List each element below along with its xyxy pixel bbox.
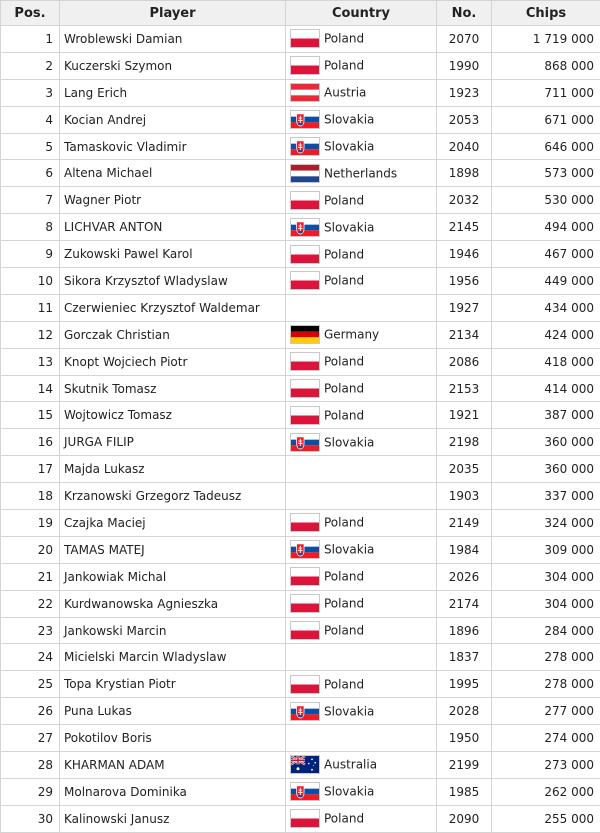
player-number-cell: 2032	[437, 187, 492, 214]
position-cell: 30	[1, 805, 60, 832]
chips-cell: 573 000	[492, 160, 600, 187]
australia-flag-icon	[290, 755, 320, 774]
player-name-cell: Zukowski Pawel Karol	[60, 241, 286, 268]
poland-flag-icon	[290, 379, 320, 398]
player-number-cell: 2134	[437, 321, 492, 348]
player-number-cell: 2145	[437, 214, 492, 241]
player-name-cell: Kuczerski Szymon	[60, 52, 286, 79]
header-row	[1, 1, 600, 26]
position-cell: 9	[1, 241, 60, 268]
table-row	[1, 563, 600, 590]
country-name: Poland	[324, 624, 364, 638]
country-name: Slovakia	[324, 435, 374, 449]
table-row	[1, 617, 600, 644]
player-number-cell: 1896	[437, 617, 492, 644]
table-row	[1, 402, 600, 429]
poland-flag-icon	[290, 594, 320, 613]
position-cell: 7	[1, 187, 60, 214]
country-cell	[286, 698, 437, 725]
country-cell	[286, 671, 437, 698]
country-cell	[286, 590, 437, 617]
player-name-cell: LICHVAR ANTON	[60, 214, 286, 241]
country-name: Poland	[324, 570, 364, 584]
poland-flag-icon	[290, 809, 320, 828]
country-name: Germany	[324, 328, 379, 342]
position-cell: 22	[1, 590, 60, 617]
chips-cell: 337 000	[492, 483, 600, 510]
chips-cell: 414 000	[492, 375, 600, 402]
slovakia-flag-icon	[290, 137, 320, 156]
table-row	[1, 241, 600, 268]
player-name-cell: Topa Krystian Piotr	[60, 671, 286, 698]
table-row	[1, 536, 600, 563]
country-cell	[286, 483, 437, 510]
country-cell	[286, 214, 437, 241]
player-number-cell: 2198	[437, 429, 492, 456]
player-number-cell: 2149	[437, 510, 492, 537]
poland-flag-icon	[290, 621, 320, 640]
player-number-cell: 1903	[437, 483, 492, 510]
table-row	[1, 160, 600, 187]
chips-cell: 273 000	[492, 752, 600, 779]
position-cell: 24	[1, 644, 60, 671]
slovakia-flag-icon	[290, 110, 320, 129]
country-name: Poland	[324, 274, 364, 288]
position-cell: 29	[1, 778, 60, 805]
player-name-cell: Molnarova Dominika	[60, 778, 286, 805]
chips-cell: 360 000	[492, 429, 600, 456]
table-row	[1, 26, 600, 53]
player-number-cell: 1950	[437, 725, 492, 752]
slovakia-flag-icon	[290, 218, 320, 237]
player-name-cell: Kalinowski Janusz	[60, 805, 286, 832]
chips-cell: 434 000	[492, 294, 600, 321]
country-name: Slovakia	[324, 140, 374, 154]
chips-cell: 1 719 000	[492, 26, 600, 53]
player-number-cell: 2174	[437, 590, 492, 617]
table-row	[1, 106, 600, 133]
chips-cell: 304 000	[492, 590, 600, 617]
country-cell	[286, 510, 437, 537]
country-name: Slovakia	[324, 704, 374, 718]
table-row	[1, 375, 600, 402]
table-row	[1, 752, 600, 779]
position-cell: 17	[1, 456, 60, 483]
poland-flag-icon	[290, 191, 320, 210]
chips-cell: 671 000	[492, 106, 600, 133]
chips-cell: 324 000	[492, 510, 600, 537]
chips-cell: 424 000	[492, 321, 600, 348]
table-row	[1, 805, 600, 832]
country-name: Poland	[324, 32, 364, 46]
table-row	[1, 348, 600, 375]
chips-cell: 278 000	[492, 671, 600, 698]
position-cell: 4	[1, 106, 60, 133]
player-number-cell: 2035	[437, 456, 492, 483]
player-number-cell: 1995	[437, 671, 492, 698]
position-cell: 25	[1, 671, 60, 698]
chips-cell: 467 000	[492, 241, 600, 268]
player-name-cell: Skutnik Tomasz	[60, 375, 286, 402]
table-row	[1, 778, 600, 805]
country-cell	[286, 617, 437, 644]
position-cell: 10	[1, 268, 60, 295]
position-cell: 28	[1, 752, 60, 779]
country-name: Poland	[324, 59, 364, 73]
player-number-cell: 1984	[437, 536, 492, 563]
country-cell	[286, 778, 437, 805]
player-number-cell: 2040	[437, 133, 492, 160]
slovakia-flag-icon	[290, 782, 320, 801]
chips-cell: 387 000	[492, 402, 600, 429]
position-cell: 16	[1, 429, 60, 456]
country-name: Austria	[324, 86, 366, 100]
country-cell	[286, 563, 437, 590]
country-cell	[286, 26, 437, 53]
position-cell: 1	[1, 26, 60, 53]
country-name: Poland	[324, 516, 364, 530]
table-body	[1, 26, 600, 833]
chips-cell: 278 000	[492, 644, 600, 671]
country-cell	[286, 133, 437, 160]
player-name-cell: Altena Michael	[60, 160, 286, 187]
table-row	[1, 483, 600, 510]
chips-cell: 255 000	[492, 805, 600, 832]
country-cell	[286, 752, 437, 779]
chips-cell: 711 000	[492, 79, 600, 106]
country-cell	[286, 429, 437, 456]
country-name: Poland	[324, 382, 364, 396]
slovakia-flag-icon	[290, 540, 320, 559]
player-name-cell: Czajka Maciej	[60, 510, 286, 537]
country-header: Country	[286, 1, 437, 26]
player-number-cell: 1921	[437, 402, 492, 429]
germany-flag-icon	[290, 325, 320, 344]
table-row	[1, 725, 600, 752]
player-number-cell: 1927	[437, 294, 492, 321]
country-name: Slovakia	[324, 543, 374, 557]
player-number-cell: 1985	[437, 778, 492, 805]
player-name-cell: Kurdwanowska Agnieszka	[60, 590, 286, 617]
player-number-cell: 1837	[437, 644, 492, 671]
table-row	[1, 321, 600, 348]
player-name-cell: Gorczak Christian	[60, 321, 286, 348]
chips-cell: 360 000	[492, 456, 600, 483]
chips-cell: 449 000	[492, 268, 600, 295]
slovakia-flag-icon	[290, 433, 320, 452]
table-row	[1, 52, 600, 79]
table-row	[1, 268, 600, 295]
pos-header: Pos.	[1, 1, 60, 26]
player-number-cell: 2053	[437, 106, 492, 133]
position-cell: 18	[1, 483, 60, 510]
country-cell	[286, 375, 437, 402]
austria-flag-icon	[290, 83, 320, 102]
player-name-cell: Kocian Andrej	[60, 106, 286, 133]
country-cell	[286, 294, 437, 321]
player-number-cell: 2086	[437, 348, 492, 375]
country-cell	[286, 160, 437, 187]
table-row	[1, 698, 600, 725]
chips-cell: 277 000	[492, 698, 600, 725]
chips-cell: 494 000	[492, 214, 600, 241]
country-cell	[286, 402, 437, 429]
table-row	[1, 456, 600, 483]
player-number-cell: 1946	[437, 241, 492, 268]
poland-flag-icon	[290, 513, 320, 532]
position-cell: 6	[1, 160, 60, 187]
chips-cell: 309 000	[492, 536, 600, 563]
position-cell: 8	[1, 214, 60, 241]
country-cell	[286, 725, 437, 752]
chips-cell: 868 000	[492, 52, 600, 79]
country-name: Poland	[324, 597, 364, 611]
position-cell: 23	[1, 617, 60, 644]
country-cell	[286, 456, 437, 483]
player-name-cell: Majda Lukasz	[60, 456, 286, 483]
poland-flag-icon	[290, 245, 320, 264]
country-name: Slovakia	[324, 220, 374, 234]
player-name-cell: KHARMAN ADAM	[60, 752, 286, 779]
table-row	[1, 133, 600, 160]
country-cell	[286, 805, 437, 832]
chips-cell: 418 000	[492, 348, 600, 375]
no-header: No.	[437, 1, 492, 26]
slovakia-flag-icon	[290, 702, 320, 721]
player-name-cell: Wagner Piotr	[60, 187, 286, 214]
player-number-cell: 1898	[437, 160, 492, 187]
country-cell	[286, 321, 437, 348]
player-name-cell: Puna Lukas	[60, 698, 286, 725]
player-name-cell: Lang Erich	[60, 79, 286, 106]
position-cell: 5	[1, 133, 60, 160]
chips-cell: 646 000	[492, 133, 600, 160]
player-name-cell: Czerwieniec Krzysztof Waldemar	[60, 294, 286, 321]
country-name: Poland	[324, 677, 364, 691]
position-cell: 3	[1, 79, 60, 106]
position-cell: 26	[1, 698, 60, 725]
player-name-cell: JURGA FILIP	[60, 429, 286, 456]
chips-cell: 274 000	[492, 725, 600, 752]
table-row	[1, 590, 600, 617]
player-name-cell: Wroblewski Damian	[60, 26, 286, 53]
country-name: Poland	[324, 408, 364, 422]
table-row	[1, 429, 600, 456]
position-cell: 11	[1, 294, 60, 321]
player-name-cell: TAMAS MATEJ	[60, 536, 286, 563]
player-name-cell: Micielski Marcin Wladyslaw	[60, 644, 286, 671]
poland-flag-icon	[290, 56, 320, 75]
table-row	[1, 510, 600, 537]
table-row	[1, 294, 600, 321]
netherlands-flag-icon	[290, 164, 320, 183]
country-cell	[286, 241, 437, 268]
player-header: Player	[60, 1, 286, 26]
poland-flag-icon	[290, 567, 320, 586]
position-cell: 13	[1, 348, 60, 375]
player-number-cell: 1923	[437, 79, 492, 106]
chips-cell: 284 000	[492, 617, 600, 644]
position-cell: 20	[1, 536, 60, 563]
poland-flag-icon	[290, 406, 320, 425]
country-name: Poland	[324, 355, 364, 369]
player-number-cell: 2026	[437, 563, 492, 590]
player-name-cell: Sikora Krzysztof Wladyslaw	[60, 268, 286, 295]
player-name-cell: Pokotilov Boris	[60, 725, 286, 752]
poland-flag-icon	[290, 675, 320, 694]
position-cell: 14	[1, 375, 60, 402]
poland-flag-icon	[290, 352, 320, 371]
country-cell	[286, 79, 437, 106]
table-row	[1, 79, 600, 106]
country-cell	[286, 268, 437, 295]
country-cell	[286, 52, 437, 79]
country-cell	[286, 187, 437, 214]
country-name: Poland	[324, 812, 364, 826]
country-name: Poland	[324, 193, 364, 207]
country-cell	[286, 536, 437, 563]
table-row	[1, 187, 600, 214]
position-cell: 21	[1, 563, 60, 590]
player-name-cell: Wojtowicz Tomasz	[60, 402, 286, 429]
chips-cell: 304 000	[492, 563, 600, 590]
player-number-cell: 2199	[437, 752, 492, 779]
player-name-cell: Jankowski Marcin	[60, 617, 286, 644]
country-name: Slovakia	[324, 785, 374, 799]
position-cell: 15	[1, 402, 60, 429]
poland-flag-icon	[290, 29, 320, 48]
player-name-cell: Knopt Wojciech Piotr	[60, 348, 286, 375]
position-cell: 2	[1, 52, 60, 79]
player-number-cell: 1956	[437, 268, 492, 295]
country-cell	[286, 348, 437, 375]
country-name: Poland	[324, 247, 364, 261]
country-cell	[286, 644, 437, 671]
position-cell: 12	[1, 321, 60, 348]
country-name: Slovakia	[324, 113, 374, 127]
position-cell: 27	[1, 725, 60, 752]
position-cell: 19	[1, 510, 60, 537]
player-name-cell: Tamaskovic Vladimir	[60, 133, 286, 160]
player-name-cell: Krzanowski Grzegorz Tadeusz	[60, 483, 286, 510]
player-number-cell: 2090	[437, 805, 492, 832]
poland-flag-icon	[290, 271, 320, 290]
table-row	[1, 644, 600, 671]
country-cell	[286, 106, 437, 133]
chips-header: Chips	[492, 1, 600, 26]
chips-cell: 262 000	[492, 778, 600, 805]
player-number-cell: 2070	[437, 26, 492, 53]
player-number-cell: 2153	[437, 375, 492, 402]
country-name: Netherlands	[324, 166, 397, 180]
player-number-cell: 1990	[437, 52, 492, 79]
table-row	[1, 214, 600, 241]
player-name-cell: Jankowiak Michal	[60, 563, 286, 590]
country-name: Australia	[324, 758, 377, 772]
table-row	[1, 671, 600, 698]
player-number-cell: 2028	[437, 698, 492, 725]
chips-cell: 530 000	[492, 187, 600, 214]
